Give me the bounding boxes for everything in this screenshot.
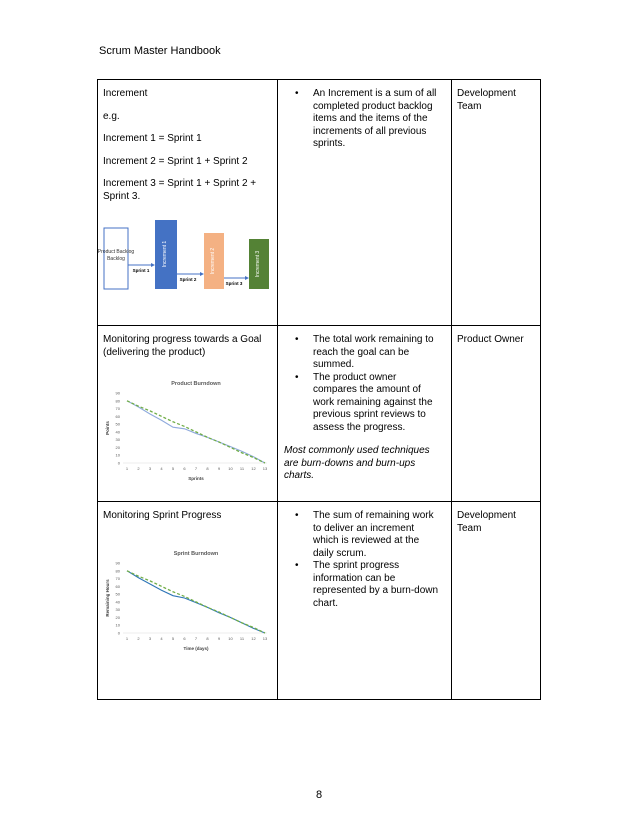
product-backlog-label: Product Backlog Backlog <box>97 249 135 262</box>
term-line: Increment 3 = Sprint 1 + Sprint 2 + Sprint 3. <box>103 178 257 202</box>
bullet-list <box>283 334 446 434</box>
increment-diagram <box>97 220 273 290</box>
y-tick-label: 0 <box>117 630 120 635</box>
y-tick-label: 50 <box>115 591 120 597</box>
owner-cell: Development Team <box>452 502 541 700</box>
term-line: e.g. <box>103 110 120 122</box>
x-tick-label: 6 <box>183 466 186 471</box>
x-tick-label: 2 <box>137 466 140 471</box>
y-axis-title: Remaining Hours <box>105 578 110 617</box>
x-tick-label: 10 <box>228 466 233 471</box>
x-axis-title: Sprints <box>188 476 204 481</box>
y-tick-label: 90 <box>115 560 120 565</box>
x-tick-label: 13 <box>262 466 268 471</box>
x-tick-label: 6 <box>183 635 186 641</box>
x-tick-label: 9 <box>217 466 221 471</box>
bullet-item: • The sum of remaining work to deliver an increment which is reviewed at the daily scrum. <box>313 510 446 560</box>
description-cell <box>278 502 452 700</box>
arrowhead <box>151 263 155 267</box>
x-tick-label: 8 <box>206 466 209 471</box>
arrowhead <box>200 272 204 276</box>
x-tick-label: 10 <box>228 635 233 641</box>
term-title: Monitoring Sprint Progress <box>103 510 222 521</box>
sprint-burndown-chart <box>103 549 273 657</box>
sprint-label: Sprint 2 <box>179 277 197 282</box>
bullet-item: • The sprint progress information can be represented by a burn-down chart. <box>313 560 446 610</box>
description-cell <box>278 326 452 502</box>
y-tick-label: 90 <box>115 390 120 396</box>
x-tick-label: 12 <box>251 466 256 471</box>
x-tick-label: 3 <box>148 466 152 471</box>
y-tick-label: 60 <box>115 583 120 589</box>
table-row <box>98 80 541 326</box>
y-axis-title: Points <box>105 421 110 435</box>
x-tick-label: 11 <box>239 635 245 641</box>
bullet-item: • The total work remaining to reach the goal can be summed. <box>313 334 446 372</box>
y-tick-label: 40 <box>115 429 120 435</box>
x-tick-label: 13 <box>262 635 268 641</box>
term-cell <box>98 326 278 502</box>
arrowhead <box>245 276 249 280</box>
y-tick-label: 70 <box>115 575 120 581</box>
owner-cell: Development Team <box>452 80 541 326</box>
table-row <box>98 326 541 502</box>
owner-cell: Product Owner <box>452 326 541 502</box>
chart-title: Product Burndown <box>171 381 221 387</box>
y-tick-label: 80 <box>115 398 120 404</box>
x-tick-label: 7 <box>194 466 198 471</box>
term-title: Monitoring progress towards a Goal (delivering the product) <box>103 334 262 358</box>
description-cell <box>278 80 452 326</box>
bullet-item: • The product owner compares the amount of work remaining against the previous sprint reviews to assess the progress. <box>313 372 446 435</box>
term-line: Increment 2 = Sprint 1 + Sprint 2 <box>103 155 248 167</box>
product-burndown-chart <box>103 379 273 487</box>
x-tick-label: 8 <box>206 635 209 641</box>
y-tick-label: 40 <box>115 598 120 604</box>
ideal-line <box>127 401 265 463</box>
y-tick-label: 20 <box>115 444 120 450</box>
table-row <box>98 502 541 700</box>
y-tick-label: 30 <box>115 606 120 612</box>
chart-title: Sprint Burndown <box>173 550 219 557</box>
y-tick-label: 70 <box>115 406 120 412</box>
sprint-label: Sprint 3 <box>225 281 243 286</box>
page-header: Scrum Master Handbook <box>99 45 221 57</box>
y-tick-label: 30 <box>115 437 120 443</box>
x-axis-title: Time (days) <box>183 645 209 651</box>
x-tick-label: 7 <box>194 635 198 641</box>
techniques-note: Most commonly used techniques are burn-downs and burn-ups charts. <box>284 445 430 481</box>
increment-label: Increment 2 <box>210 247 216 275</box>
y-tick-label: 50 <box>115 421 120 427</box>
y-tick-label: 20 <box>115 614 120 620</box>
x-tick-label: 5 <box>171 635 175 641</box>
page-number: 8 <box>315 789 323 801</box>
y-tick-label: 10 <box>115 622 120 628</box>
increment-label: Increment 1 <box>162 240 168 268</box>
x-tick-label: 12 <box>251 635 256 641</box>
increment-label: Increment 3 <box>255 250 261 278</box>
x-tick-label: 5 <box>171 466 175 471</box>
handbook-table <box>97 79 541 700</box>
y-tick-label: 80 <box>115 567 120 573</box>
x-tick-label: 3 <box>148 635 152 641</box>
y-tick-label: 0 <box>117 460 120 466</box>
term-cell <box>98 502 278 700</box>
term-line: Increment 1 = Sprint 1 <box>103 133 202 144</box>
x-tick-label: 4 <box>160 466 163 471</box>
bullet-list <box>283 88 446 151</box>
x-tick-label: 4 <box>160 635 163 641</box>
y-tick-label: 60 <box>115 413 120 419</box>
sprint-label: Sprint 1 <box>132 268 150 273</box>
x-tick-label: 2 <box>137 635 140 641</box>
x-tick-label: 11 <box>239 466 245 471</box>
term-title: Increment <box>103 88 148 99</box>
bullet-list <box>283 510 446 610</box>
y-tick-label: 10 <box>115 452 120 458</box>
term-cell <box>98 80 278 326</box>
x-tick-label: 1 <box>125 635 129 641</box>
x-tick-label: 9 <box>217 635 221 641</box>
bullet-item: • An Increment is a sum of all completed product backlog items and the items of the increments of all previous sprints. <box>313 88 446 151</box>
x-tick-label: 1 <box>125 466 129 471</box>
